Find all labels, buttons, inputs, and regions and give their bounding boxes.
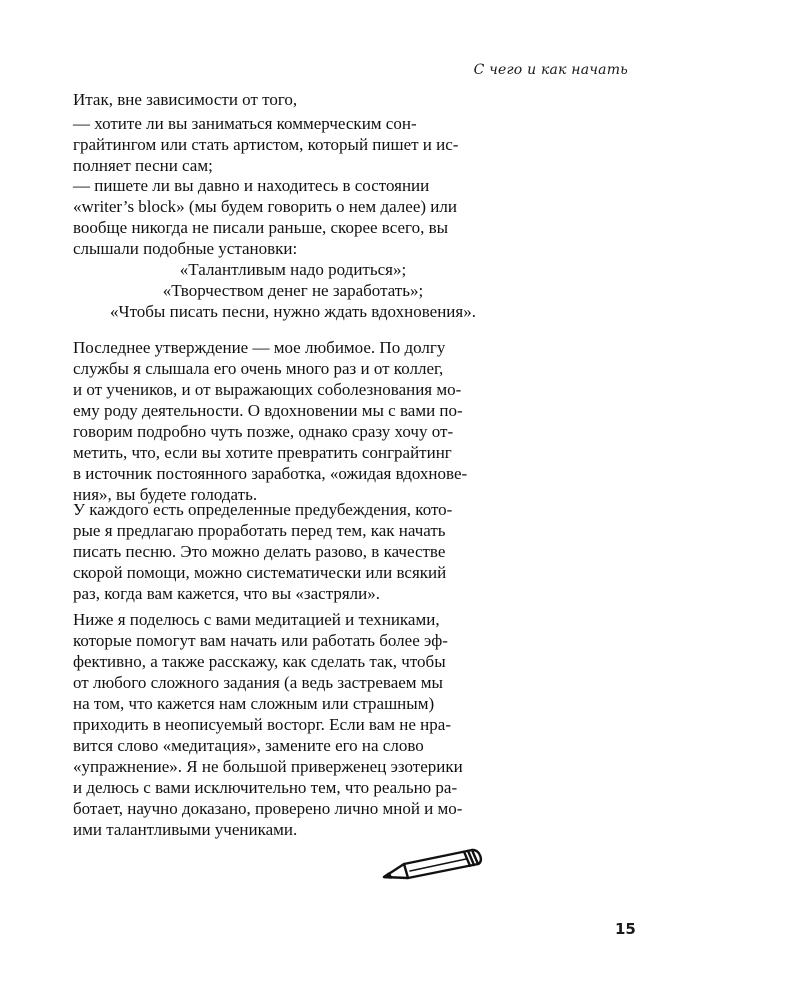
quote-line: «Творчеством денег не заработать»;: [162, 281, 424, 300]
text-line: слышали подобные установки:: [73, 239, 298, 258]
text-line: — пишете ли вы давно и находитесь в состоянии: [73, 176, 430, 195]
quote-block: [73, 259, 513, 322]
text-line: Итак, вне зависимости от того,: [73, 90, 298, 109]
text-line: приходить в неописуемый восторг. Если вам не нра-: [73, 715, 451, 734]
text-line: Ниже я поделюсь с вами медитацией и техниками,: [73, 610, 440, 629]
text-line: говорим подробно чуть позже, однако сразу хочу от-: [73, 422, 454, 441]
running-header: С чего и как начать: [473, 62, 628, 78]
text-line: фективно, а также расскажу, как сделать так, чтобы: [73, 652, 446, 671]
text-line: рые я предлагаю проработать перед тем, как начать: [73, 521, 446, 540]
text-line: и от учеников, и от выражающих соболезнования мо-: [73, 380, 462, 399]
pencil-icon: [380, 846, 488, 886]
text-line: ния», вы будете голодать.: [73, 485, 258, 504]
paragraph-3: [73, 609, 513, 840]
bullet-item-1: [73, 113, 513, 176]
bullet-item-2: [73, 175, 513, 259]
text-line: и делюсь с вами исключительно тем, что реально ра-: [73, 778, 458, 797]
quote-line: «Талантливым надо родиться»;: [179, 260, 407, 279]
text-line: скорой помощи, можно систематически или всякий: [73, 563, 447, 582]
text-line: которые помогут вам начать или работать более эф-: [73, 631, 448, 650]
intro-line: [73, 89, 513, 110]
text-line: У каждого есть определенные предубеждения, кото-: [73, 500, 453, 519]
paragraph-2: [73, 499, 513, 604]
paragraph-1: [73, 337, 513, 505]
text-line: ими талантливыми учениками.: [73, 820, 298, 839]
text-line: Последнее утверждение — мое любимое. По долгу: [73, 338, 446, 357]
text-line: вообще никогда не писали раньше, скорее всего, вы: [73, 218, 449, 237]
quote-line: «Чтобы писать песни, нужно ждать вдохновения».: [110, 302, 476, 321]
text-line: метить, что, если вы хотите превратить сонграйтинг: [73, 443, 452, 462]
text-line: ему роду деятельности. О вдохновении мы с вами по-: [73, 401, 463, 420]
text-line: вится слово «медитация», замените его на слово: [73, 736, 424, 755]
text-line: на том, что кажется нам сложным или страшным): [73, 694, 435, 713]
text-line: в источник постоянного заработка, «ожидая вдохнове-: [73, 464, 468, 483]
text-line: — хотите ли вы заниматься коммерческим сон-: [73, 114, 417, 133]
text-line: грайтингом или стать артистом, который пишет и ис-: [73, 135, 459, 154]
page-number: 15: [615, 920, 636, 938]
text-line: писать песню. Это можно делать разово, в качестве: [73, 542, 446, 561]
text-line: от любого сложного задания (а ведь застреваем мы: [73, 673, 443, 692]
text-line: службы я слышала его очень много раз и от коллег,: [73, 359, 444, 378]
text-line: раз, когда вам кажется, что вы «застряли».: [73, 584, 380, 603]
text-line: ботает, научно доказано, проверено лично мной и мо-: [73, 799, 463, 818]
text-line: «упражнение». Я не большой приверженец эзотерики: [73, 757, 463, 776]
text-line: «writer’s block» (мы будем говорить о нем далее) или: [73, 197, 457, 216]
text-line: полняет песни сам;: [73, 156, 213, 175]
